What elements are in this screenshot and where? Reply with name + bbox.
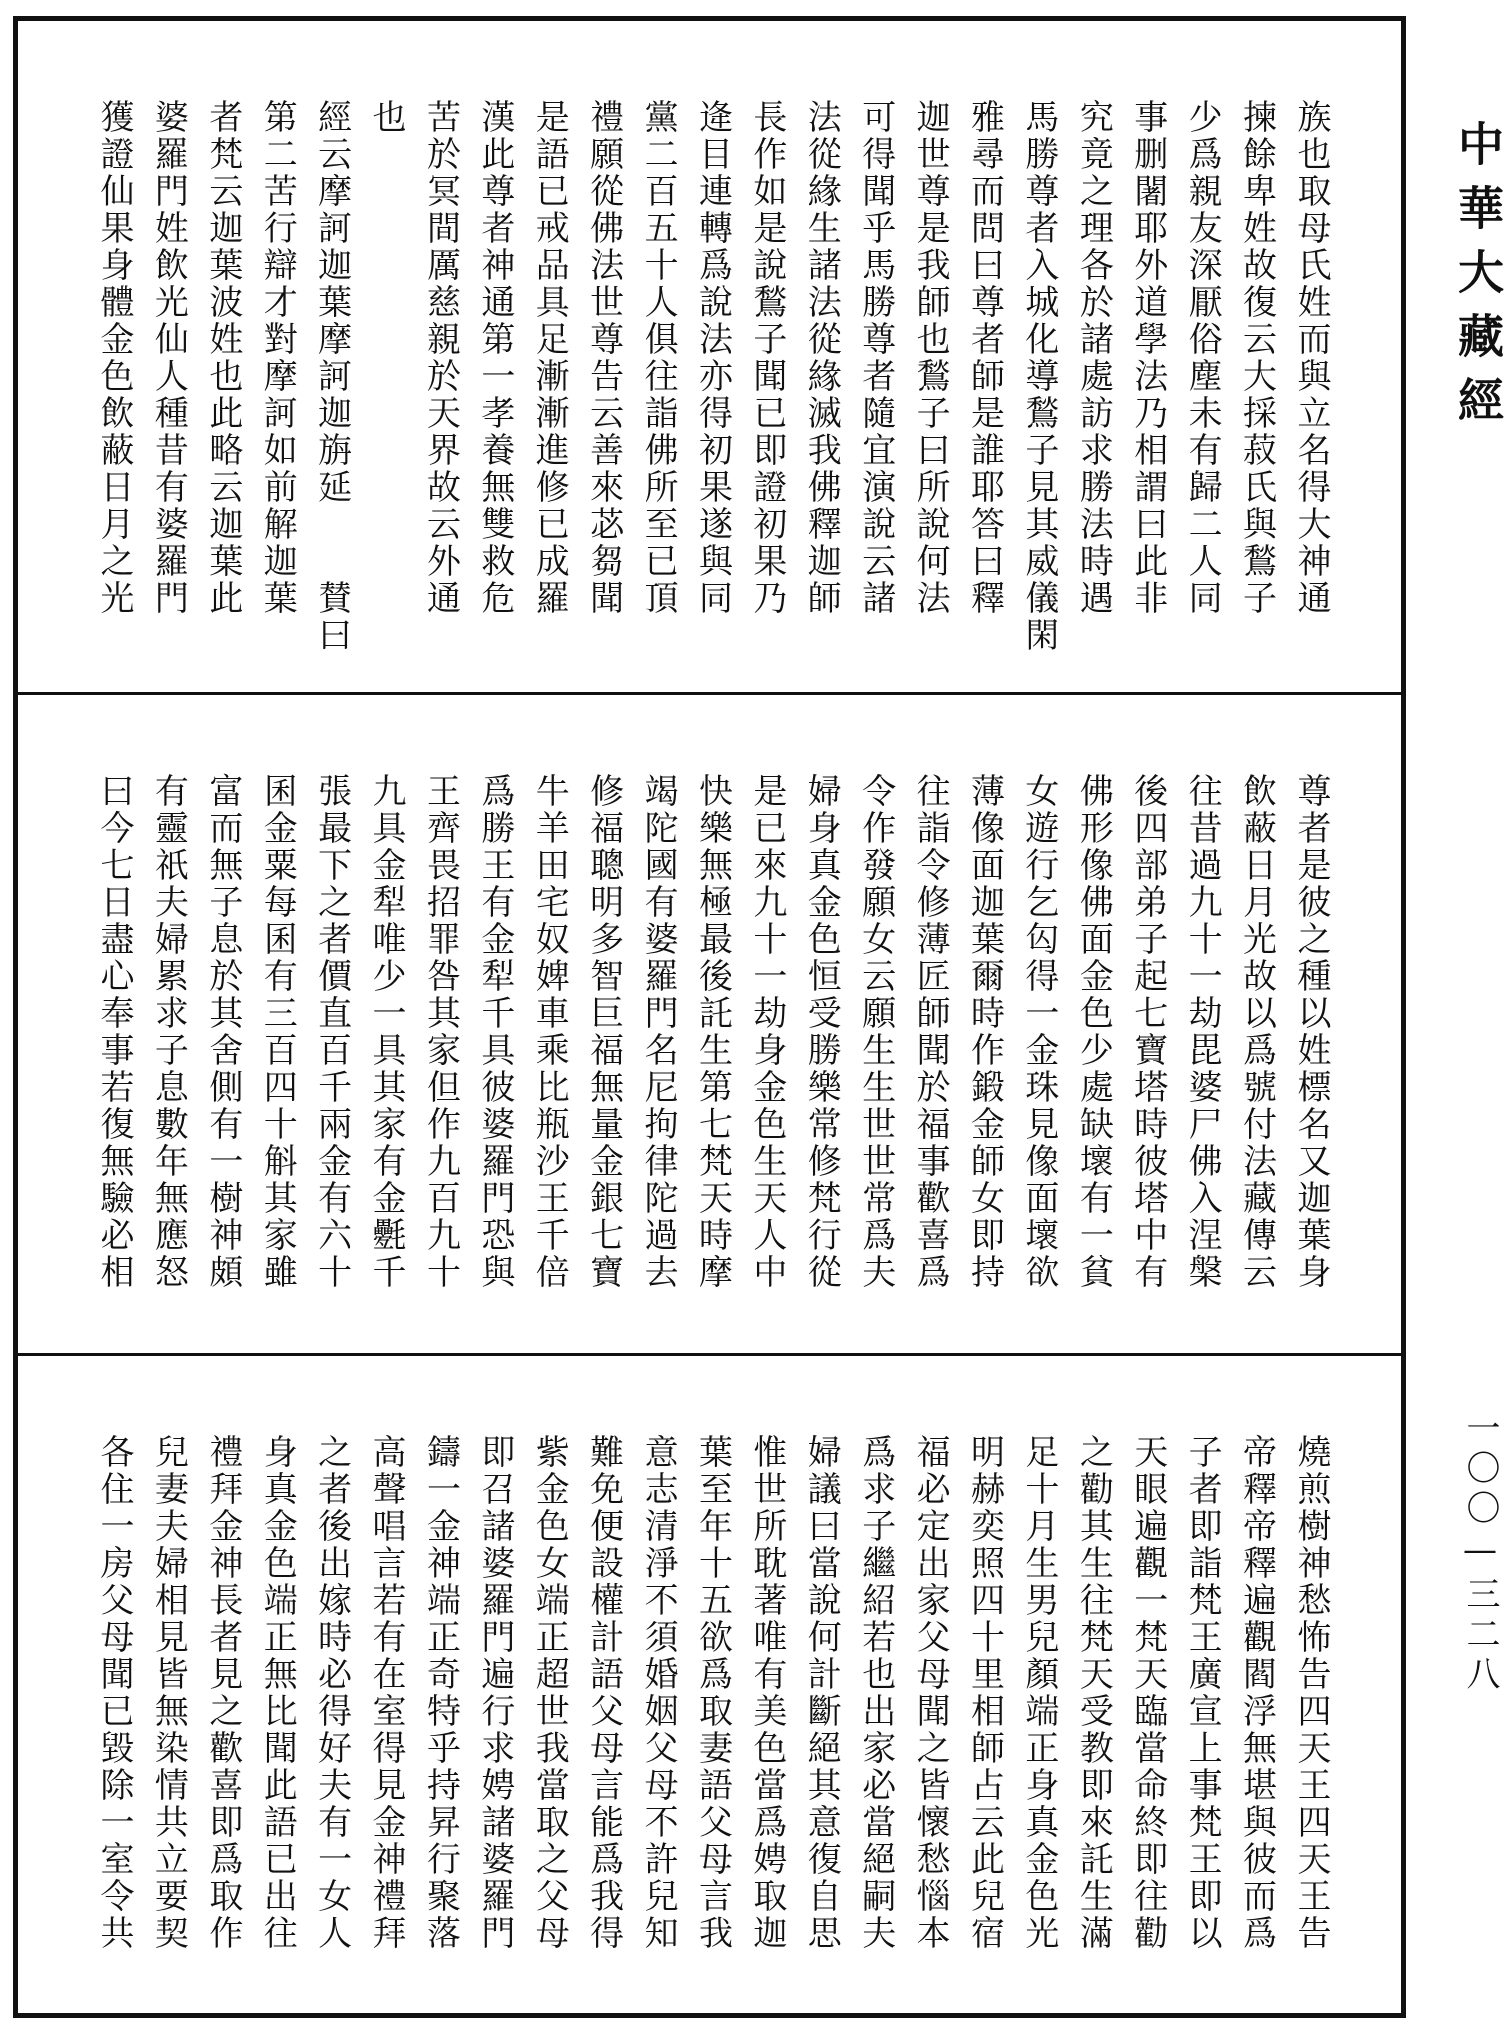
text-column: 少爲親友深厭俗塵未有歸二人同 bbox=[1182, 99, 1223, 617]
text-column: 紫金色女端正超世我當取之父母 bbox=[529, 1434, 570, 1952]
text-column: 令作發願女云願生生世世常爲夫 bbox=[855, 773, 896, 1291]
text-column: 婦身真金色恒受勝樂常修梵行從 bbox=[801, 773, 842, 1291]
text-column: 苦於冥間厲慈親於天界故云外通 bbox=[420, 99, 461, 617]
text-column: 葉至年十五欲爲取妻語父母言我 bbox=[692, 1434, 733, 1952]
text-column: 爲勝王有金犁千具彼婆羅門恐與 bbox=[474, 773, 515, 1291]
text-column: 九具金犁唯少一具其家有金氎千 bbox=[366, 773, 407, 1291]
text-column: 女遊行乞匃得一金珠見像面壞欲 bbox=[1018, 773, 1059, 1291]
text-column: 逄目連轉爲說法亦得初果遂與同 bbox=[692, 99, 733, 617]
panel-middle bbox=[18, 692, 1401, 1353]
text-column: 馬勝尊者入城化導鶖子見其威儀閑 bbox=[1018, 99, 1059, 654]
text-columns-bottom bbox=[90, 1434, 1335, 2013]
text-column: 王齊畏招罪咎其家但作九百九十 bbox=[420, 773, 461, 1291]
text-column: 獲證仙果身體金色飲蔽日月之光 bbox=[94, 99, 134, 617]
text-column: 揀餘卑姓故復云大採菽氏與鶖子 bbox=[1236, 99, 1277, 617]
text-column: 尊者是彼之種以姓標名又迦葉身 bbox=[1290, 773, 1331, 1291]
text-columns-middle bbox=[90, 773, 1335, 1353]
text-column: 漢此尊者神通第一孝養無雙救危 bbox=[474, 99, 515, 617]
text-column: 法從緣生諸法從緣滅我佛釋迦師 bbox=[801, 99, 842, 617]
text-column: 第二苦行辯才對摩訶如前解迦葉 bbox=[257, 99, 298, 617]
text-column: 竭陀國有婆羅門名尼拘律陀過去 bbox=[638, 773, 679, 1291]
text-column: 牛羊田宅奴婢車乘比瓶沙王千倍 bbox=[529, 773, 570, 1291]
text-column: 高聲唱言若有在室得見金神禮拜 bbox=[366, 1434, 407, 1952]
text-column: 囷金粟每囷有三百四十斛其家雖 bbox=[257, 773, 298, 1291]
text-column: 曰今七日盡心奉事若復無驗必相 bbox=[94, 773, 134, 1291]
text-column: 快樂無極最後託生第七梵天時摩 bbox=[692, 773, 733, 1291]
text-column: 禮拜金神長者見之歡喜即爲取作 bbox=[202, 1434, 243, 1952]
text-column: 迦世尊是我師也鶖子曰所說何法 bbox=[910, 99, 951, 617]
text-column: 修福聰明多智巨福無量金銀七寶 bbox=[583, 773, 624, 1291]
text-column: 是語已戒品具足漸漸進修已成羅 bbox=[529, 99, 570, 617]
page-number: 一〇〇—三二八 bbox=[1460, 1410, 1500, 1696]
text-column: 族也取母氏姓而與立名得大神通 bbox=[1290, 99, 1331, 617]
panel-top bbox=[18, 21, 1401, 692]
text-column: 婦議曰當說何計斷絕其意復自思 bbox=[801, 1434, 842, 1952]
text-column: 福必定出家父母聞之皆懷愁惱本 bbox=[910, 1434, 951, 1952]
text-column: 鑄一金神端正奇特乎持昇行聚落 bbox=[420, 1434, 461, 1952]
text-column: 後四部弟子起七寶塔時彼塔中有 bbox=[1127, 773, 1168, 1291]
page-frame bbox=[13, 16, 1406, 2018]
text-column: 有靈祇夫婦累求子息數年無應怒 bbox=[148, 773, 189, 1291]
text-column: 禮願從佛法世尊告云善來苾芻聞 bbox=[583, 99, 624, 617]
collection-title: 中華大藏經 bbox=[1451, 120, 1505, 440]
text-column: 帝釋帝釋遍觀閻浮無堪與彼而爲 bbox=[1236, 1434, 1277, 1952]
text-column: 婆羅門姓飲光仙人種昔有婆羅門 bbox=[148, 99, 189, 617]
text-column: 兒妻夫婦相見皆無染情共立要契 bbox=[148, 1434, 189, 1952]
text-column: 天眼遍觀一梵天臨當命終即往勸 bbox=[1127, 1434, 1168, 1952]
text-columns-top bbox=[90, 99, 1335, 692]
text-column: 究竟之理各於諸處訪求勝法時遇 bbox=[1073, 99, 1114, 617]
text-column: 薄像面迦葉爾時作鍛金師女即持 bbox=[964, 773, 1005, 1291]
text-column: 雅尋而問曰尊者師是誰耶答曰釋 bbox=[964, 99, 1005, 617]
text-column: 往詣令修薄匠師聞於福事歡喜爲 bbox=[910, 773, 951, 1291]
text-column: 之勸其生往梵天受教即來託生滿 bbox=[1073, 1434, 1114, 1952]
text-column: 子者即詣梵王廣宣上事梵王即以 bbox=[1182, 1434, 1223, 1952]
text-column: 可得聞乎馬勝尊者隨宜演說云諸 bbox=[855, 99, 896, 617]
text-column: 是已來九十一劫身金色生天人中 bbox=[746, 773, 787, 1291]
text-column: 爲求子繼紹若也出家必當絕嗣夫 bbox=[855, 1434, 896, 1952]
text-column: 惟世所耽著唯有美色當爲娉取迦 bbox=[746, 1434, 787, 1952]
text-column: 燒煎樹神愁怖告四天王四天王告 bbox=[1290, 1434, 1331, 1952]
text-column: 富而無子息於其舍側有一樹神頗 bbox=[202, 773, 243, 1291]
text-column: 難免便設權計語父母言能爲我得 bbox=[583, 1434, 624, 1952]
text-column: 經云摩訶迦葉摩訶迦旃延 賛曰 bbox=[311, 99, 352, 654]
text-column: 足十月生男兒顏端正身真金色光 bbox=[1018, 1434, 1059, 1952]
panel-bottom bbox=[18, 1353, 1401, 2013]
text-column: 各住一房父母聞已毀除一室令共 bbox=[94, 1434, 134, 1952]
text-column: 往昔過九十一劫毘婆尸佛入涅槃 bbox=[1182, 773, 1223, 1291]
text-column: 長作如是說鶖子聞已即證初果乃 bbox=[746, 99, 787, 617]
text-column: 身真金色端正無比聞此語已出往 bbox=[257, 1434, 298, 1952]
text-column: 者梵云迦葉波姓也此略云迦葉此 bbox=[202, 99, 243, 617]
text-column: 之者後出嫁時必得好夫有一女人 bbox=[311, 1434, 352, 1952]
text-column: 事删闍耶外道學法乃相謂曰此非 bbox=[1127, 99, 1168, 617]
text-column: 佛形像佛面金色少處缺壞有一貧 bbox=[1073, 773, 1114, 1291]
text-column: 黨二百五十人俱往詣佛所至已頂 bbox=[638, 99, 679, 617]
text-column: 張最下之者價直百千兩金有六十 bbox=[311, 773, 352, 1291]
text-column: 意志清淨不須婚姻父母不許兒知 bbox=[638, 1434, 679, 1952]
text-column: 飲蔽日月光故以爲號付法藏傳云 bbox=[1236, 773, 1277, 1291]
text-column: 明赫奕照四十里相師占云此兒宿 bbox=[964, 1434, 1005, 1952]
text-column: 即召諸婆羅門遍行求娉諸婆羅門 bbox=[474, 1434, 515, 1952]
text-column: 也 bbox=[366, 99, 407, 136]
